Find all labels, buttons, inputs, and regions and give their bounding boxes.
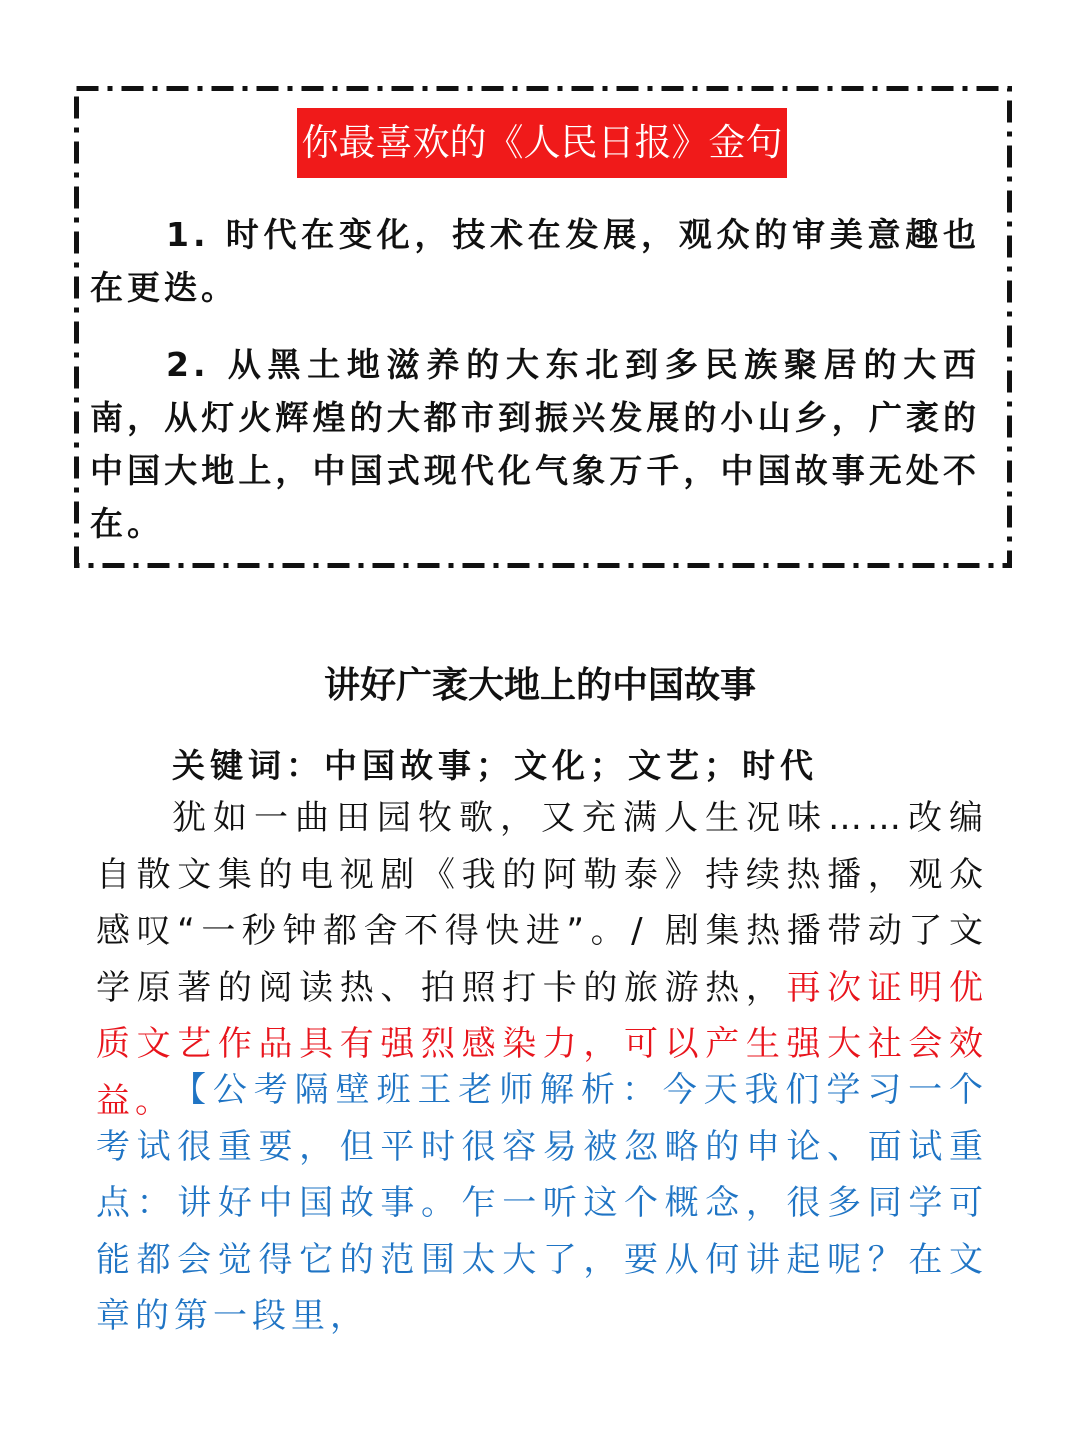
paragraph-1-text: 犹如一曲田园牧歌，又充满人生况味……改编自散文集的电视剧《我的阿勒泰》持续热播，观众感叹“一秒钟都舍不得快进”。/ 剧集热播带动了文学原著的阅读热、拍照打卡的旅游热，: [96, 798, 988, 1008]
article-title: 讲好广袤大地上的中国故事: [323, 665, 756, 706]
quote-box-title: 你最喜欢的《人民日报》金句: [297, 108, 787, 178]
analysis-paragraph: 【公考隔壁班王老师解析：今天我们学习一个考试很重要，但平时很容易被忽略的申论、面试重点：讲好中国故事。乍一听这个概念，很多同学可能都会觉得它的范围太大了，要从何讲起呢？在文章的第一段里，: [96, 1070, 988, 1336]
paragraph-1-highlight: 再次证明优质文艺作品具有强烈感染力，可以产生强大社会效益。: [96, 967, 989, 1121]
quote-2: 2. 从黑土地滋养的大东北到多民族聚居的大西南，从灯火辉煌的大都市到振兴发展的小山乡，广袤的中国大地上，中国式现代化气象万千，中国故事无处不在。: [90, 345, 980, 543]
quote-1: 1. 时代在变化，技术在发展，观众的审美意趣也在更迭。: [90, 215, 980, 307]
keywords-line: 关键词：中国故事；文化；文艺；时代: [172, 746, 818, 785]
quote-box: [74, 86, 1012, 568]
